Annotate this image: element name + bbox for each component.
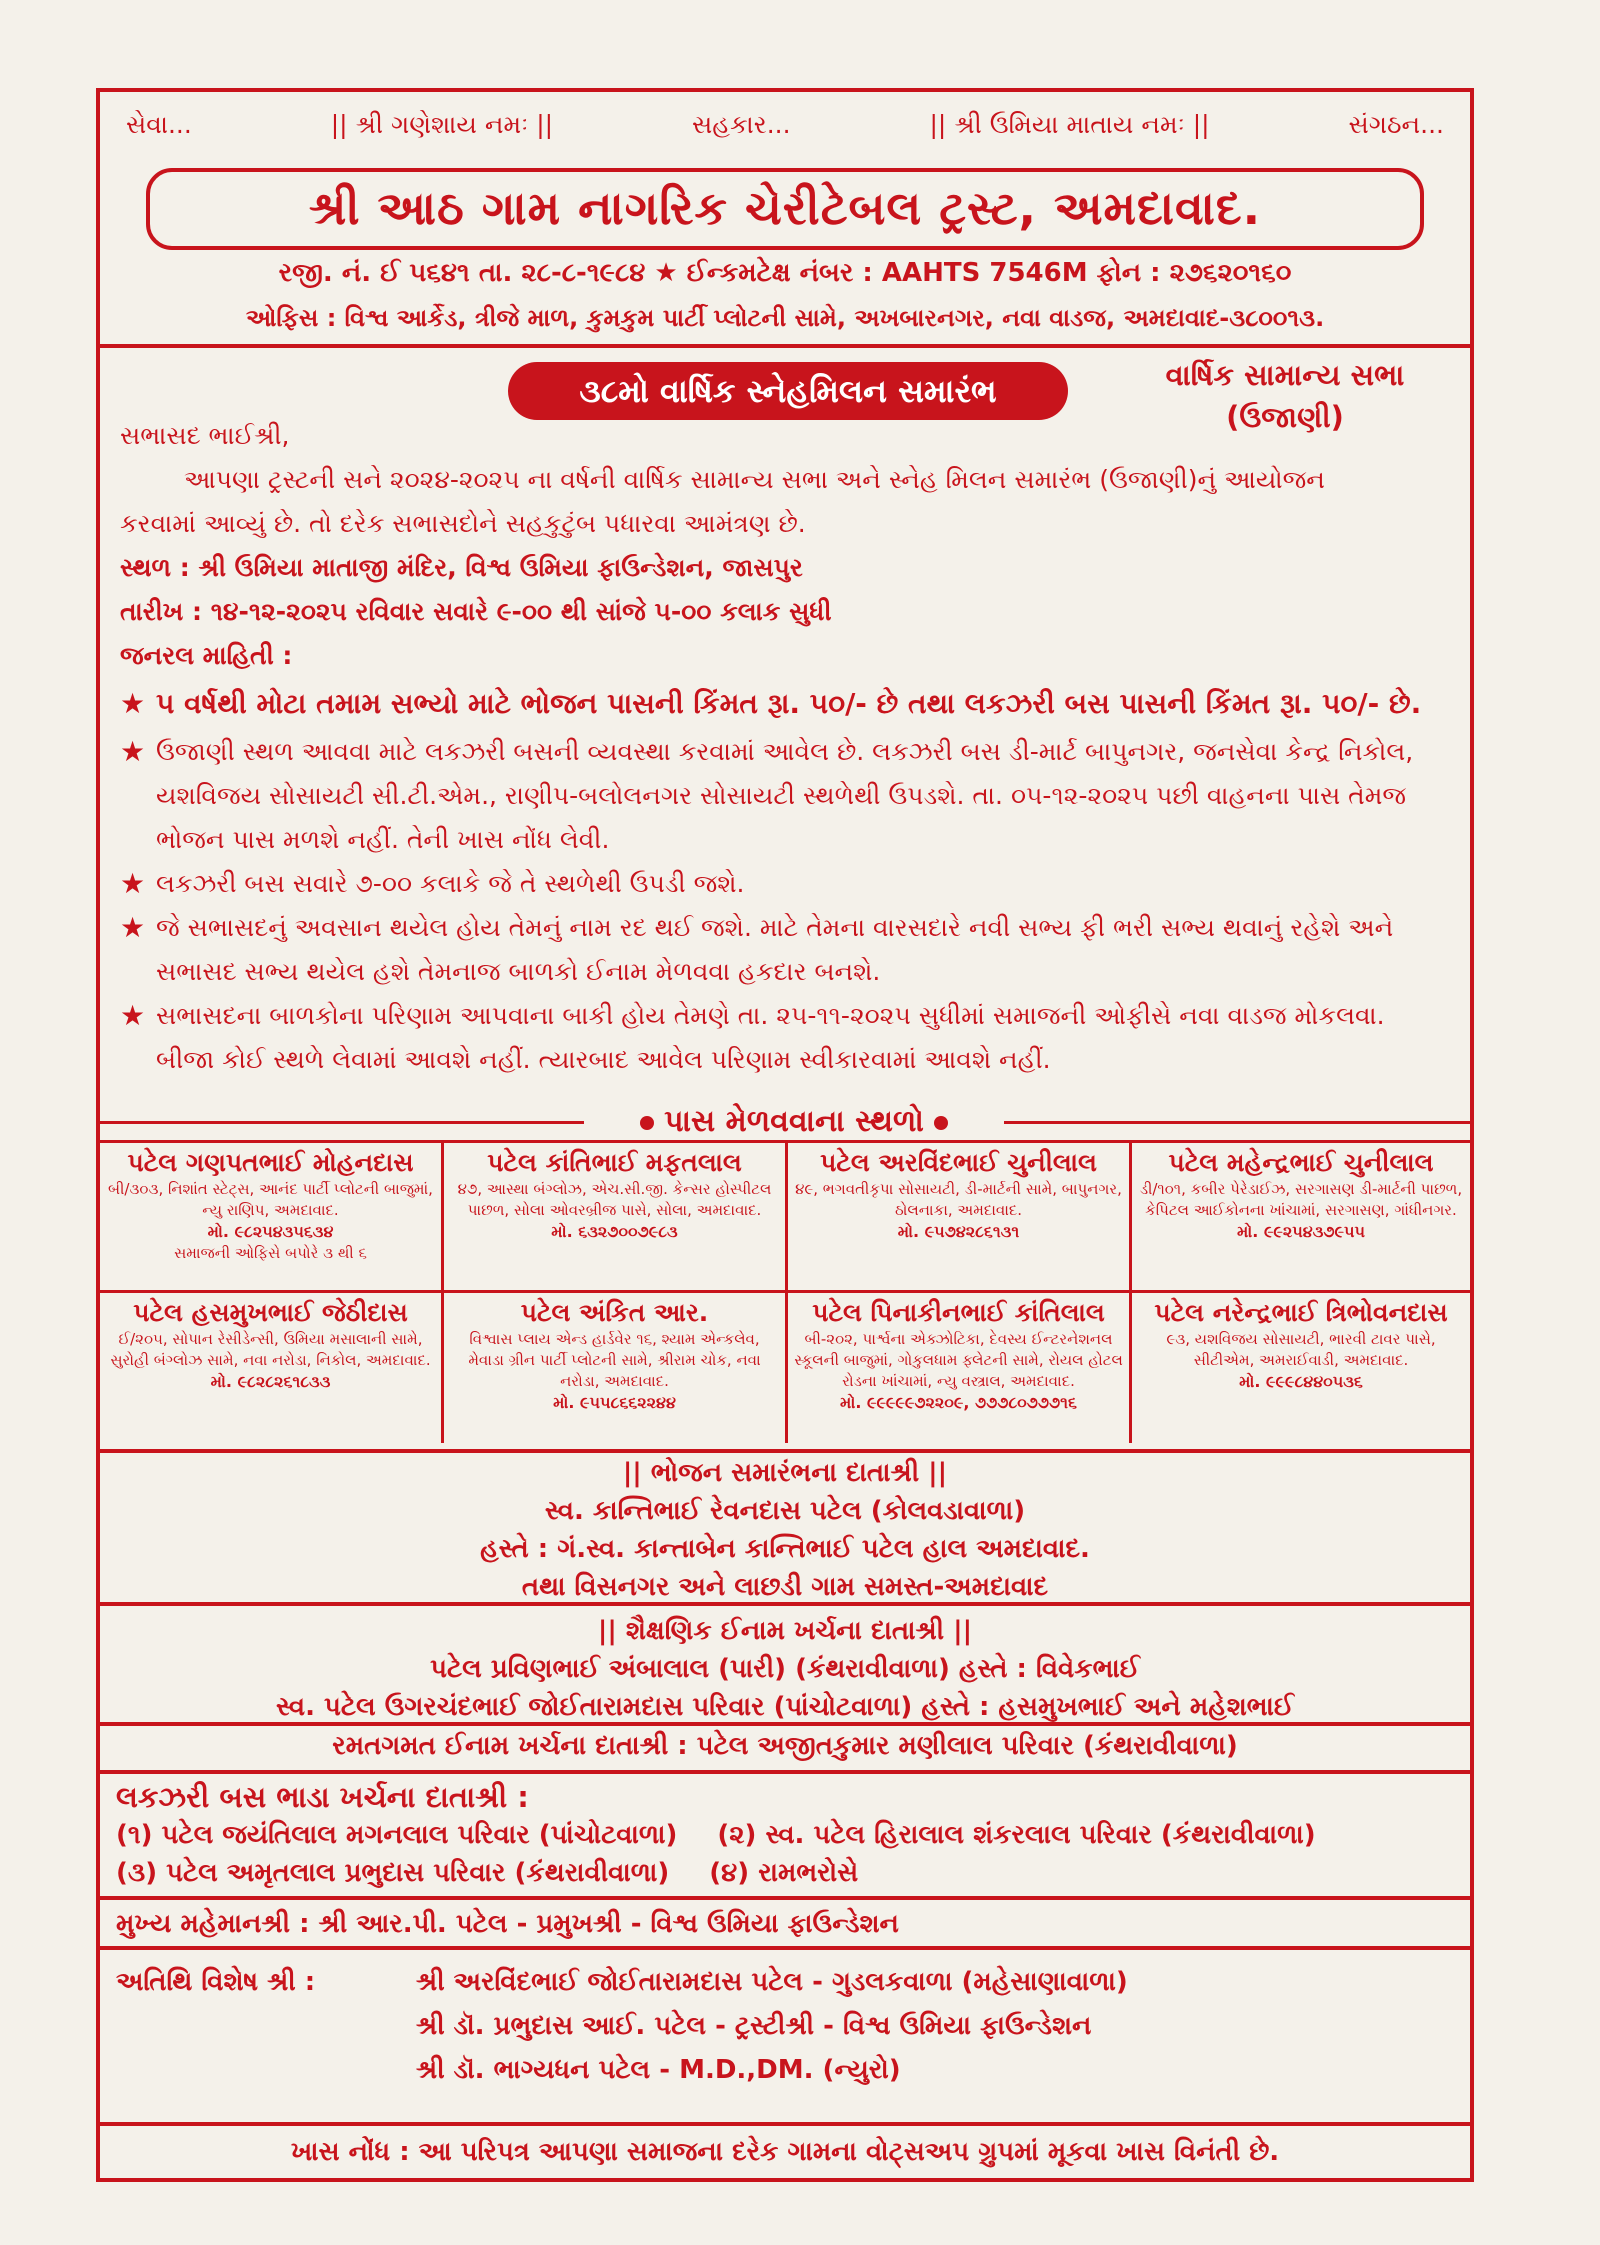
education-donor-section <box>100 1606 1470 1726</box>
pass-place-card: પટેલ કાંતિભાઈ મફતલાલ ૪૭, આસ્થા બંગ્લોઝ, એચ.સી.જી. કેન્સર હોસ્પીટલ પાછળ, સોલા ઓવરબ્રીજ પાસે, સોલા, અમદાવાદ. મો. ૬૩૨૭૦૦૭૯૮૩ <box>444 1143 788 1293</box>
pass-place-card: પટેલ પિનાકીનભાઈ કાંતિલાલ બી-૨૦૨, પાર્શ્વના એક્ઝોટિકા, દેવસ્ય ઈન્ટરનેશનલ સ્કૂલની બાજુમાં, ગોકુલધામ ફ્લેટની સામે, રોયલ હોટલ રોડના ખાંચામાં, ન્યુ વસ્ત્રાલ, અમદાવાદ. મો. ૯૯૯૯૯૭૨૨૦૯, ૭૭૭૮૦૭૭૭૧૬ <box>788 1293 1132 1443</box>
letter-body <box>120 414 1450 1082</box>
slogan-4: || શ્રી ઉમિયા માતાય નમઃ || <box>929 110 1210 139</box>
bus-donor-item: (૩) પટેલ અમૃતલાલ પ્રભુદાસ પરિવાર (કંથરાવીવાળા) <box>116 1858 670 1888</box>
food-donor-heading: || ભોજન સમારંભના દાતાશ્રી || <box>622 1458 948 1488</box>
pass-place-card: પટેલ ગણપતભાઈ મોહનદાસ બી/૩૦૩, નિશાંત સ્ટેટ્સ, આનંદ પાર્ટી પ્લોટની બાજુમાં, ન્યુ રાણિપ, અમદાવાદ. મો. ૯૮૨૫૪૩૫૬૩૪ સમાજની ઓફિસે બપોરે ૩ થી ૬ <box>100 1143 444 1293</box>
bus-donor-item: (૧) પટેલ જયંતિલાલ મગનલાલ પરિવાર (પાંચોટવાળા) <box>116 1820 678 1850</box>
games-donor: રમતગમત ઈનામ ખર્ચના દાતાશ્રી : પટેલ અજીતકુમાર મણીલાલ પરિવાર (કંથરાવીવાળા) <box>100 1726 1470 1774</box>
general-info-heading: જનરલ માહિતી : <box>120 641 293 670</box>
special-guest: શ્રી ડૉ. પ્રભુદાસ આઈ. પટેલ - ટ્રસ્ટીશ્રી - વિશ્વ ઉમિયા ફાઉન્ડેશન <box>416 2011 1092 2041</box>
bullet-dot-icon <box>640 1116 654 1130</box>
pass-place-card: પટેલ અંકિત આર. વિશ્વાસ પ્લાય એન્ડ હાર્ડવેર ૧૬, શ્યામ એન્કલેવ, મેવાડા ગ્રીન પાર્ટી પ્લોટની સામે, શ્રીરામ ચોક, નવા નરોડા, અમદાવાદ. મો. ૯૫૫૮૬૬૨૨૪૪ <box>444 1293 788 1443</box>
info-point: ★ ઉજાણી સ્થળ આવવા માટે લકઝરી બસની વ્યવસ્થા કરવામાં આવેલ છે. લકઝરી બસ ડી-માર્ટ બાપુનગર, જનસેવા કેન્દ્ર નિકોલ, યશવિજય સોસાયટી સી.ટી.એમ., રાણીપ-બલોલનગર સોસાયટી સ્થળેથી ઉપડશે. તા. ૦૫-૧૨-૨૦૨૫ પછી વાહનના પાસ તેમજ ભોજન પાસ મળશે નહીં. તેની ખાસ નોંધ લેવી. <box>120 730 1450 862</box>
pass-place-card: પટેલ હસમુખભાઈ જેઠીદાસ ઈ/૨૦૫, સોપાન રેસીડેન્સી, ઉમિયા મસાલાની સામે, સુરોહી બંગ્લોઝ સામે, નવા નરોડા, નિકોલ, અમદાવાદ. મો. ૯૮૨૮૨૬૧૮૩૩ <box>100 1293 444 1443</box>
food-donor-section <box>100 1446 1470 1606</box>
food-donor-line: સ્વ. કાન્તિભાઈ રેવનદાસ પટેલ (કોલવડાવાળા) <box>544 1496 1026 1526</box>
footer-note: ખાસ નોંધ : આ પરિપત્ર આપણા સમાજના દરેક ગામના વોટ્સઅપ ગ્રુપમાં મૂકવા ખાસ વિનંતી છે. <box>290 2137 1280 2167</box>
side-title-line-2: (ઉજાણી) <box>1226 400 1344 434</box>
star-icon: ★ <box>120 735 146 768</box>
info-point: ★ જે સભાસદનું અવસાન થયેલ હોય તેમનું નામ રદ થઈ જશે. માટે તેમના વારસદારે નવી સભ્ય ફી ભરી સભ્ય થવાનું રહેશે અને સભાસદ સભ્ય થયેલ હશે તેમનાજ બાળકો ઈનામ મેળવવા હકદાર બનશે. <box>120 906 1450 994</box>
food-donor-line: હસ્તે : ગં.સ્વ. કાન્તાબેન કાન્તિભાઈ પટેલ હાલ અમદાવાદ. <box>480 1534 1090 1564</box>
pass-place-card: પટેલ અરવિંદભાઈ ચુનીલાલ ૪૯, ભગવતીકૃપા સોસાયટી, ડી-માર્ટની સામે, બાપુનગર, ઠોલનાકા, અમદાવાદ. મો. ૯૫૭૪૨૮૬૧૩૧ <box>788 1143 1132 1293</box>
star-icon: ★ <box>120 867 146 900</box>
pass-place-card: પટેલ નરેન્દ્રભાઈ ત્રિભોવનદાસ ૯૩, યશવિજય સોસાયટી, ભારવી ટાવર પાસે, સીટીએમ, અમરાઈવાડી, અમદાવાદ. મો. ૯૯૯૮૪૪૦૫૩૬ <box>1154 1298 1448 1391</box>
special-guests-label: અતિથિ વિશેષ શ્રી : <box>116 1967 316 1997</box>
greeting: સભાસદ ભાઈશ્રી, <box>120 421 290 450</box>
slogan-2: || શ્રી ગણેશાય નમઃ || <box>330 110 554 139</box>
education-donor-line: સ્વ. પટેલ ઉગરચંદભાઈ જોઈતારામદાસ પરિવાર (પાંચોટવાળા) હસ્તે : હસમુખભાઈ અને મહેશભાઈ <box>276 1692 1294 1722</box>
trust-title: શ્રી આઠ ગામ નાગરિક ચેરીટેબલ ટ્રસ્ટ, અમદાવાદ. <box>146 168 1424 250</box>
star-icon: ★ <box>120 999 146 1032</box>
intro-text: આપણા ટ્રસ્ટની સને ૨૦૨૪-૨૦૨૫ ના વર્ષની વાર્ષિક સામાન્ય સભા અને સ્નેહ મિલન સમારંભ (ઉજાણી)નું આયોજન <box>184 465 1325 494</box>
slogan-3: સહકાર... <box>691 110 791 139</box>
circular-sheet <box>96 88 1474 2182</box>
header-slogans <box>100 110 1470 140</box>
bullet-dot-icon <box>934 1116 948 1130</box>
special-guests-section <box>100 1950 1470 2126</box>
special-guest: શ્રી ડૉ. ભાગ્યધન પટેલ - M.D.,DM. (ન્યુરો) <box>416 2055 901 2085</box>
bus-donor-heading: લકઝરી બસ ભાડા ખર્ચના દાતાશ્રી : <box>116 1780 529 1814</box>
slogan-5: સંગઠન... <box>1348 110 1444 139</box>
event-date: તારીખ : ૧૪-૧૨-૨૦૨૫ રવિવાર સવારે ૯-૦૦ થી સાંજે ૫-૦૦ કલાક સુધી <box>120 597 832 626</box>
bus-donor-item: (૨) સ્વ. પટેલ હિરાલાલ શંકરલાલ પરિવાર (કંથરાવીવાળા) <box>717 1820 1316 1850</box>
slogan-1: સેવા... <box>126 110 192 139</box>
intro-text-2: કરવામાં આવ્યું છે. તો દરેક સભાસદોને સહકુટુંબ પધારવા આમંત્રણ છે. <box>120 509 806 538</box>
side-title-line-1: વાર્ષિક સામાન્ય સભા <box>1165 358 1405 392</box>
venue: સ્થળ : શ્રી ઉમિયા માતાજી મંદિર, વિશ્વ ઉમિયા ફાઉન્ડેશન, જાસપુર <box>120 553 803 582</box>
office-address: ઓફિસ : વિશ્વ આર્કેડ, ત્રીજે માળ, કુમકુમ પાર્ટી પ્લોટની સામે, અખબારનગર, નવા વાડજ, અમદાવાદ-૩૮૦૦૧૩. <box>100 304 1470 348</box>
bus-donor-section <box>100 1770 1470 1900</box>
registration-line: રજી. નં. ઈ ૫૬૪૧ તા. ૨૮-૮-૧૯૮૪ ★ ઈન્કમટેક્ષ નંબર : AAHTS 7546M ફોન : ૨૭૬૨૦૧૬૦ <box>278 258 1292 288</box>
special-guest: શ્રી અરવિંદભાઈ જોઈતારામદાસ પટેલ - ગુડલકવાળા (મહેસાણાવાળા) <box>416 1967 1128 1997</box>
bus-donor-item: (૪) રામભરોસે <box>709 1858 859 1888</box>
event-banner: ૩૮મો વાર્ષિક સ્નેહમિલન સમારંભ <box>508 362 1068 420</box>
pass-places-heading: પાસ મેળવવાના સ્થળો <box>100 1104 1470 1140</box>
info-point: ★ ૫ વર્ષથી મોટા તમામ સભ્યો માટે ભોજન પાસની કિંમત રૂા. ૫૦/- છે તથા લકઝરી બસ પાસની કિંમત રૂા. ૫૦/- છે. <box>120 678 1450 730</box>
chief-guest: મુખ્ય મહેમાનશ્રી : શ્રી આર.પી. પટેલ - પ્રમુખશ્રી - વિશ્વ ઉમિયા ફાઉન્ડેશન <box>100 1900 1470 1950</box>
pass-place-card: પટેલ મહેન્દ્રભાઈ ચુનીલાલ ડી/૧૦૧, કબીર પેરેડાઈઝ, સરગાસણ ડી-માર્ટની પાછળ, કેપિટલ આઈકોનના ખાંચામાં, સરગાસણ, ગાંધીનગર. મો. ૯૯૨૫૪૩૭૯૫૫ <box>1132 1143 1470 1293</box>
food-donor-line: તથા વિસનગર અને લાછડી ગામ સમસ્ત-અમદાવાદ <box>521 1572 1049 1602</box>
info-point: ★ સભાસદના બાળકોના પરિણામ આપવાના બાકી હોય તેમણે તા. ૨૫-૧૧-૨૦૨૫ સુધીમાં સમાજની ઓફીસે નવા વાડજ મોકલવા. બીજા કોઈ સ્થળે લેવામાં આવશે નહીં. ત્યારબાદ આવેલ પરિણામ સ્વીકારવામાં આવશે નહીં. <box>120 994 1450 1082</box>
star-icon: ★ <box>120 687 146 720</box>
education-donor-heading: || શૈક્ષણિક ઈનામ ખર્ચના દાતાશ્રી || <box>597 1616 973 1646</box>
education-donor-line: પટેલ પ્રવિણભાઈ અંબાલાલ (પારી) (કંથરાવીવાળા) હસ્તે : વિવેકભાઈ <box>430 1654 1140 1684</box>
info-point: ★ લકઝરી બસ સવારે ૭-૦૦ કલાકે જે તે સ્થળેથી ઉપડી જશે. <box>120 862 1450 906</box>
pass-places-grid <box>100 1140 1470 1453</box>
star-icon: ★ <box>120 911 146 944</box>
